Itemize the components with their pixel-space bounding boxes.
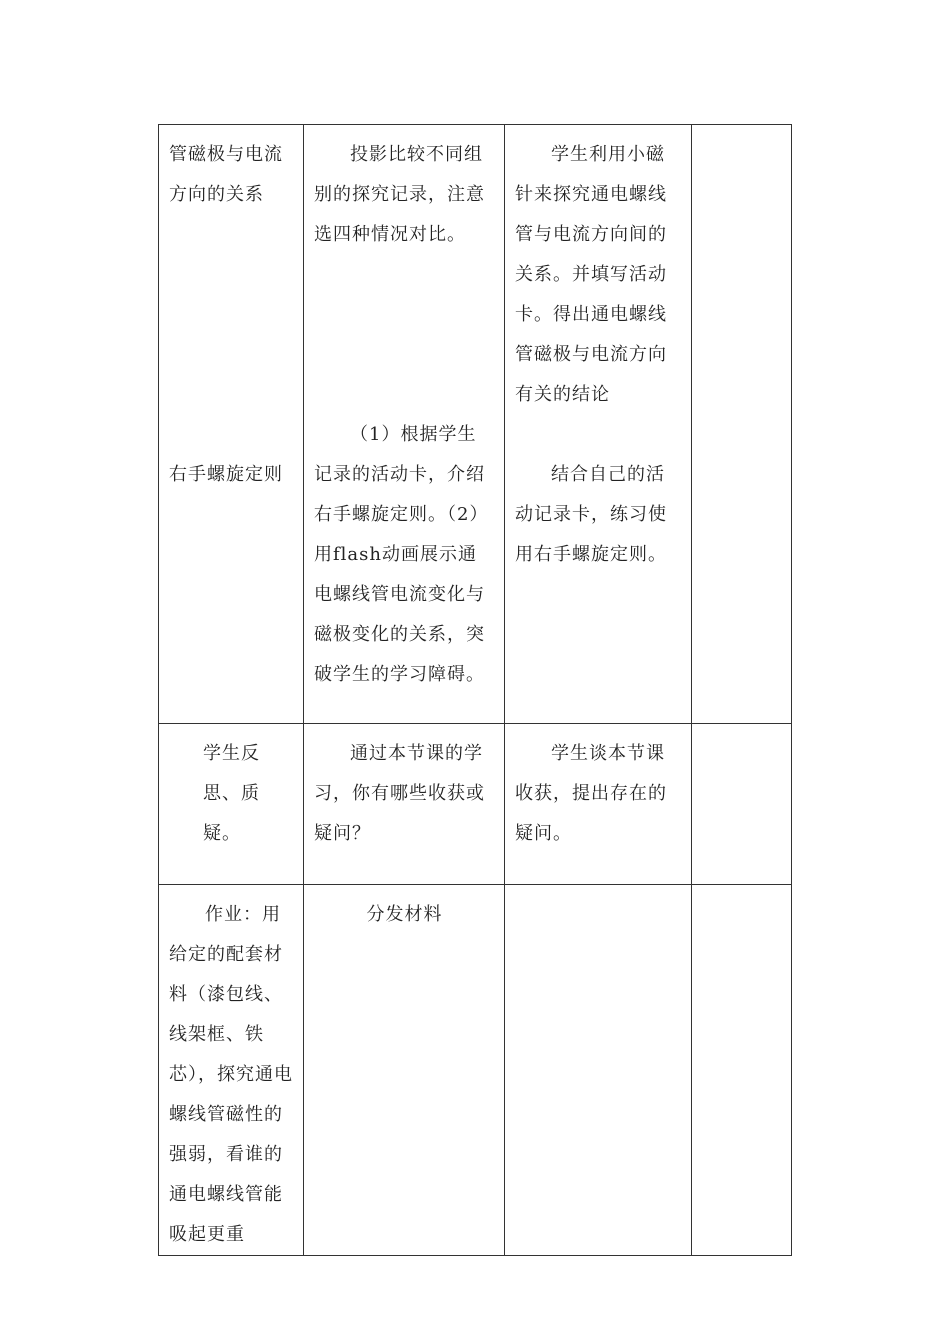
lesson-plan-table bbox=[158, 124, 792, 1256]
teacher-activity-cell bbox=[304, 125, 505, 724]
note-cell bbox=[692, 125, 792, 724]
student-activity-cell bbox=[505, 125, 692, 724]
teacher-activity-text: （1）根据学生记录的活动卡，介绍右手螺旋定则。（2）用flash动画展示通电螺线管电流变化与磁极变化的关系，突破学生的学习障碍。 bbox=[314, 424, 489, 685]
teacher-activity-cell bbox=[304, 724, 505, 885]
student-activity-text bbox=[505, 885, 691, 895]
topic-text: 右手螺旋定则 bbox=[169, 464, 283, 485]
table-row bbox=[159, 125, 792, 724]
student-activity-cell bbox=[505, 724, 692, 885]
teacher-activity-text: 投影比较不同组别的探究记录，注意选四种情况对比。 bbox=[314, 144, 485, 245]
topic-text: 学生反思、质疑。 bbox=[203, 743, 260, 844]
note-cell bbox=[692, 885, 792, 1256]
note-text bbox=[692, 885, 791, 895]
table-row bbox=[159, 885, 792, 1256]
teacher-activity-cell bbox=[304, 885, 505, 1256]
topic-cell bbox=[159, 125, 304, 724]
note-text bbox=[692, 724, 791, 734]
topic-text: 作业：用给定的配套材料（漆包线、线架框、铁芯），探究通电螺线管磁性的强弱，看谁的通电螺线管能吸起更重 bbox=[169, 904, 293, 1245]
student-activity-text: 结合自己的活动记录卡，练习使用右手螺旋定则。 bbox=[515, 464, 667, 565]
topic-text: 管磁极与电流方向的关系 bbox=[169, 144, 283, 205]
teacher-activity-text: 通过本节课的学习，你有哪些收获或疑问？ bbox=[314, 743, 485, 844]
note-cell bbox=[692, 724, 792, 885]
note-text bbox=[692, 125, 791, 135]
student-activity-cell bbox=[505, 885, 692, 1256]
table-row bbox=[159, 724, 792, 885]
student-activity-text: 学生谈本节课收获，提出存在的疑问。 bbox=[515, 743, 667, 844]
topic-cell bbox=[159, 724, 304, 885]
student-activity-text: 学生利用小磁针来探究通电螺线管与电流方向间的关系。并填写活动卡。得出通电螺线管磁极与电流方向有关的结论 bbox=[515, 144, 667, 405]
teacher-activity-text: 分发材料 bbox=[366, 904, 443, 925]
topic-cell bbox=[159, 885, 304, 1256]
